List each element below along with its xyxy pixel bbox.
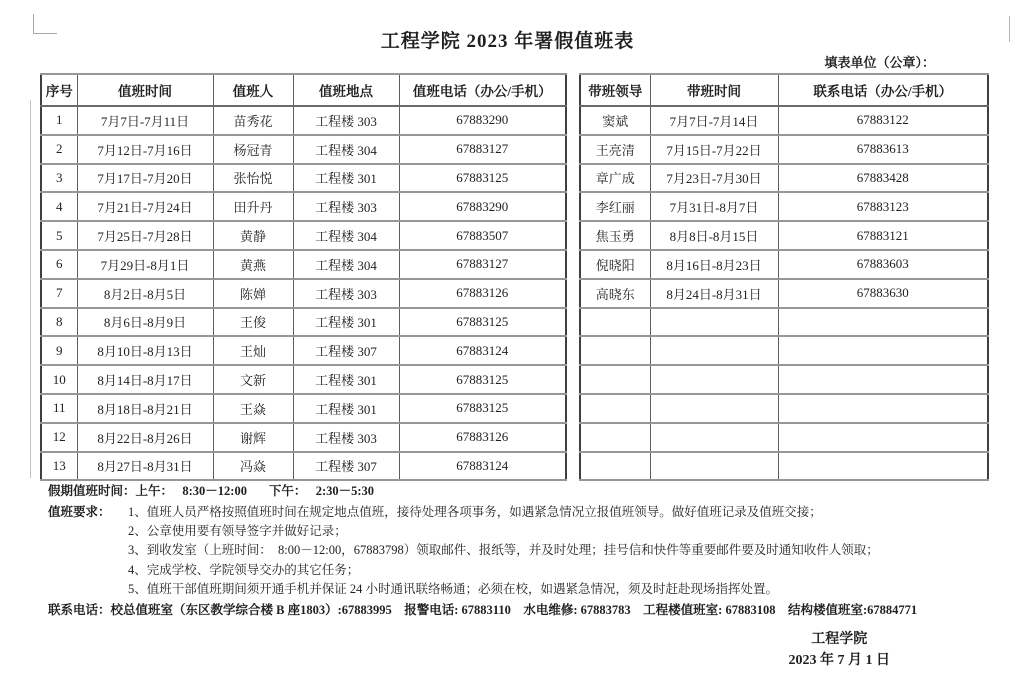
header-cell: 联系电话（办公/手机） <box>778 74 988 106</box>
table-cell: 10 <box>41 365 77 394</box>
table-cell <box>650 365 778 394</box>
table-cell: 67883613 <box>778 135 988 164</box>
table-cell: 3 <box>41 164 77 193</box>
table-row <box>41 135 566 164</box>
table-row <box>580 106 988 135</box>
table-cell: 67883126 <box>399 279 566 308</box>
table-cell <box>580 336 650 365</box>
duty-hours-text: 上午： 8:30－12:00 下午： 2:30－5:30 <box>135 484 375 498</box>
table-cell: 67883123 <box>778 192 988 221</box>
table-row <box>580 365 988 394</box>
header-row <box>41 74 566 106</box>
table-cell: 67883121 <box>778 221 988 250</box>
table-cell: 13 <box>41 452 77 481</box>
table-cell: 工程楼 301 <box>293 308 399 337</box>
table-cell: 7月12日-7月16日 <box>77 135 213 164</box>
table-cell: 7月31日-8月7日 <box>650 192 778 221</box>
table-cell: 焦玉勇 <box>580 221 650 250</box>
contacts-line <box>48 601 988 620</box>
table-cell: 窦斌 <box>580 106 650 135</box>
table-cell: 11 <box>41 394 77 423</box>
contacts-label: 联系电话： <box>48 603 111 618</box>
table-cell: 章广成 <box>580 164 650 193</box>
table-cell: 67883124 <box>399 452 566 481</box>
table-row <box>580 135 988 164</box>
table-cell: 67883290 <box>399 106 566 135</box>
table-cell: 8月2日-8月5日 <box>77 279 213 308</box>
table-cell: 67883125 <box>399 164 566 193</box>
table-cell <box>650 452 778 481</box>
signature-date: 2023 年 7 月 1 日 <box>788 653 890 668</box>
table-cell <box>778 452 988 481</box>
table-cell: 6 <box>41 250 77 279</box>
table-cell: 陈婵 <box>213 279 293 308</box>
table-row <box>41 452 566 481</box>
page-title: 工程学院 2023 年署假值班表 <box>380 31 635 52</box>
header-cell: 值班电话（办公/手机） <box>399 74 566 106</box>
table-cell: 王亮清 <box>580 135 650 164</box>
table-cell: 8月27日-8月31日 <box>77 452 213 481</box>
table-cell: 工程楼 304 <box>293 250 399 279</box>
table-row <box>41 192 566 221</box>
table-cell: 张怡悦 <box>213 164 293 193</box>
requirements-label: 值班要求： <box>48 505 111 519</box>
table-cell <box>778 365 988 394</box>
table-row <box>41 221 566 250</box>
duty-schedule-table <box>40 73 567 481</box>
table-cell: 王俊 <box>213 308 293 337</box>
requirement-item: 3、到收发室（上班时间： 8:00－12:00，67883798）领取邮件、报纸等，并及时处理；挂号信和快件等重要邮件要及时通知收件人领取； <box>128 543 879 558</box>
table-cell: 67883127 <box>399 250 566 279</box>
table-cell: 67883290 <box>399 192 566 221</box>
table-cell: 8 <box>41 308 77 337</box>
table-cell: 王灿 <box>213 336 293 365</box>
table-cell: 8月14日-8月17日 <box>77 365 213 394</box>
table-cell: 67883603 <box>778 250 988 279</box>
table-cell: 7月25日-7月28日 <box>77 221 213 250</box>
table-row <box>41 279 566 308</box>
table-cell: 苗秀花 <box>213 106 293 135</box>
table-cell: 8月8日-8月15日 <box>650 221 778 250</box>
table-cell: 工程楼 301 <box>293 164 399 193</box>
header-row <box>580 74 988 106</box>
table-cell <box>580 308 650 337</box>
table-row <box>41 336 566 365</box>
table-cell: 1 <box>41 106 77 135</box>
table-cell: 8月6日-8月9日 <box>77 308 213 337</box>
table-cell: 4 <box>41 192 77 221</box>
table-cell: 67883630 <box>778 279 988 308</box>
signature-block <box>789 629 891 671</box>
table-cell: 黄燕 <box>213 250 293 279</box>
table-cell <box>778 423 988 452</box>
requirement-item: 2、公章使用要有领导签字并做好记录； <box>128 524 347 539</box>
table-cell: 8月18日-8月21日 <box>77 394 213 423</box>
table-cell: 7月29日-8月1日 <box>77 250 213 279</box>
table-cell: 67883126 <box>399 423 566 452</box>
table-cell: 5 <box>41 221 77 250</box>
table-row <box>580 164 988 193</box>
footer-notes <box>48 482 988 620</box>
table-cell: 67883125 <box>399 308 566 337</box>
table-cell: 工程楼 301 <box>293 394 399 423</box>
table-cell: 黄静 <box>213 221 293 250</box>
table-row <box>41 164 566 193</box>
table-cell: 7月7日-7月11日 <box>77 106 213 135</box>
header-cell: 带班领导 <box>580 74 650 106</box>
table-cell: 李红丽 <box>580 192 650 221</box>
table-cell: 7月23日-7月30日 <box>650 164 778 193</box>
table-row <box>41 365 566 394</box>
table-cell: 工程楼 307 <box>293 452 399 481</box>
table-row <box>580 452 988 481</box>
form-unit-label: 填表单位（公章）： <box>824 55 935 70</box>
header-cell: 带班时间 <box>650 74 778 106</box>
table-cell: 12 <box>41 423 77 452</box>
table-row <box>580 192 988 221</box>
signature-org: 工程学院 <box>811 632 868 647</box>
table-cell: 8月24日-8月31日 <box>650 279 778 308</box>
duty-hours-line <box>48 482 988 501</box>
table-cell: 高晓东 <box>580 279 650 308</box>
leader-schedule-table <box>579 73 989 481</box>
table-row <box>580 394 988 423</box>
requirement-item: 5、值班干部值班期间须开通手机并保证 24 小时通讯联络畅通；必须在校，如遇紧急情况，须及时赶赴现场指挥处置。 <box>128 581 779 596</box>
table-row <box>580 221 988 250</box>
table-cell: 67883122 <box>778 106 988 135</box>
table-row <box>580 423 988 452</box>
table-cell: 7月21日-7月24日 <box>77 192 213 221</box>
table-row <box>580 308 988 337</box>
table-row <box>41 106 566 135</box>
table-cell <box>580 452 650 481</box>
table-cell: 工程楼 307 <box>293 336 399 365</box>
table-row <box>41 394 566 423</box>
table-cell: 67883127 <box>399 135 566 164</box>
table-cell: 工程楼 303 <box>293 279 399 308</box>
table-row <box>580 336 988 365</box>
table-cell <box>650 336 778 365</box>
table-cell: 田升丹 <box>213 192 293 221</box>
table-cell: 7月7日-7月14日 <box>650 106 778 135</box>
table-cell <box>580 423 650 452</box>
requirement-item: 4、完成学校、学院领导交办的其它任务； <box>128 562 360 577</box>
table-cell: 7 <box>41 279 77 308</box>
contacts-text: 校总值班室（东区教学综合楼 B 座1803）:67883995 报警电话: 67883110 水电维修: 67883783 工程楼值班室: 67883108 结构楼值班室:67884771 <box>110 603 918 618</box>
table-cell: 67883124 <box>399 336 566 365</box>
table-cell: 7月15日-7月22日 <box>650 135 778 164</box>
table-row <box>41 423 566 452</box>
requirements-section <box>48 503 988 599</box>
table-cell <box>650 308 778 337</box>
table-cell <box>650 423 778 452</box>
table-cell: 2 <box>41 135 77 164</box>
table-cell: 工程楼 301 <box>293 365 399 394</box>
table-cell: 杨冠青 <box>213 135 293 164</box>
header-cell: 值班时间 <box>77 74 213 106</box>
requirements-list <box>128 503 988 599</box>
table-cell: 谢辉 <box>213 423 293 452</box>
table-row <box>580 250 988 279</box>
table-cell: 7月17日-7月20日 <box>77 164 213 193</box>
table-cell: 工程楼 303 <box>293 192 399 221</box>
table-cell: 工程楼 304 <box>293 135 399 164</box>
table-cell: 8月16日-8月23日 <box>650 250 778 279</box>
tables-container <box>40 73 989 481</box>
table-cell: 文新 <box>213 365 293 394</box>
table-row <box>41 250 566 279</box>
table-cell <box>580 394 650 423</box>
table-cell: 倪晓阳 <box>580 250 650 279</box>
header-cell: 值班地点 <box>293 74 399 106</box>
table-row <box>580 279 988 308</box>
table-cell: 8月22日-8月26日 <box>77 423 213 452</box>
table-cell: 67883125 <box>399 394 566 423</box>
table-cell: 王焱 <box>213 394 293 423</box>
duty-hours-label: 假期值班时间： <box>48 484 136 498</box>
left-margin-line <box>30 100 31 478</box>
table-cell: 冯焱 <box>213 452 293 481</box>
table-cell: 67883428 <box>778 164 988 193</box>
header-cell: 序号 <box>41 74 77 106</box>
table-cell: 工程楼 303 <box>293 423 399 452</box>
table-cell <box>650 394 778 423</box>
table-cell: 67883507 <box>399 221 566 250</box>
table-cell <box>778 394 988 423</box>
table-cell <box>580 365 650 394</box>
table-row <box>41 308 566 337</box>
table-cell <box>778 308 988 337</box>
table-cell: 8月10日-8月13日 <box>77 336 213 365</box>
table-cell: 工程楼 304 <box>293 221 399 250</box>
header-cell: 值班人 <box>213 74 293 106</box>
table-cell: 67883125 <box>399 365 566 394</box>
table-cell: 9 <box>41 336 77 365</box>
table-cell: 工程楼 303 <box>293 106 399 135</box>
requirement-item: 1、值班人员严格按照值班时间在规定地点值班，接待处理各项事务，如遇紧急情况立报值班领导。做好值班记录及值班交接； <box>128 505 822 519</box>
table-cell <box>778 336 988 365</box>
